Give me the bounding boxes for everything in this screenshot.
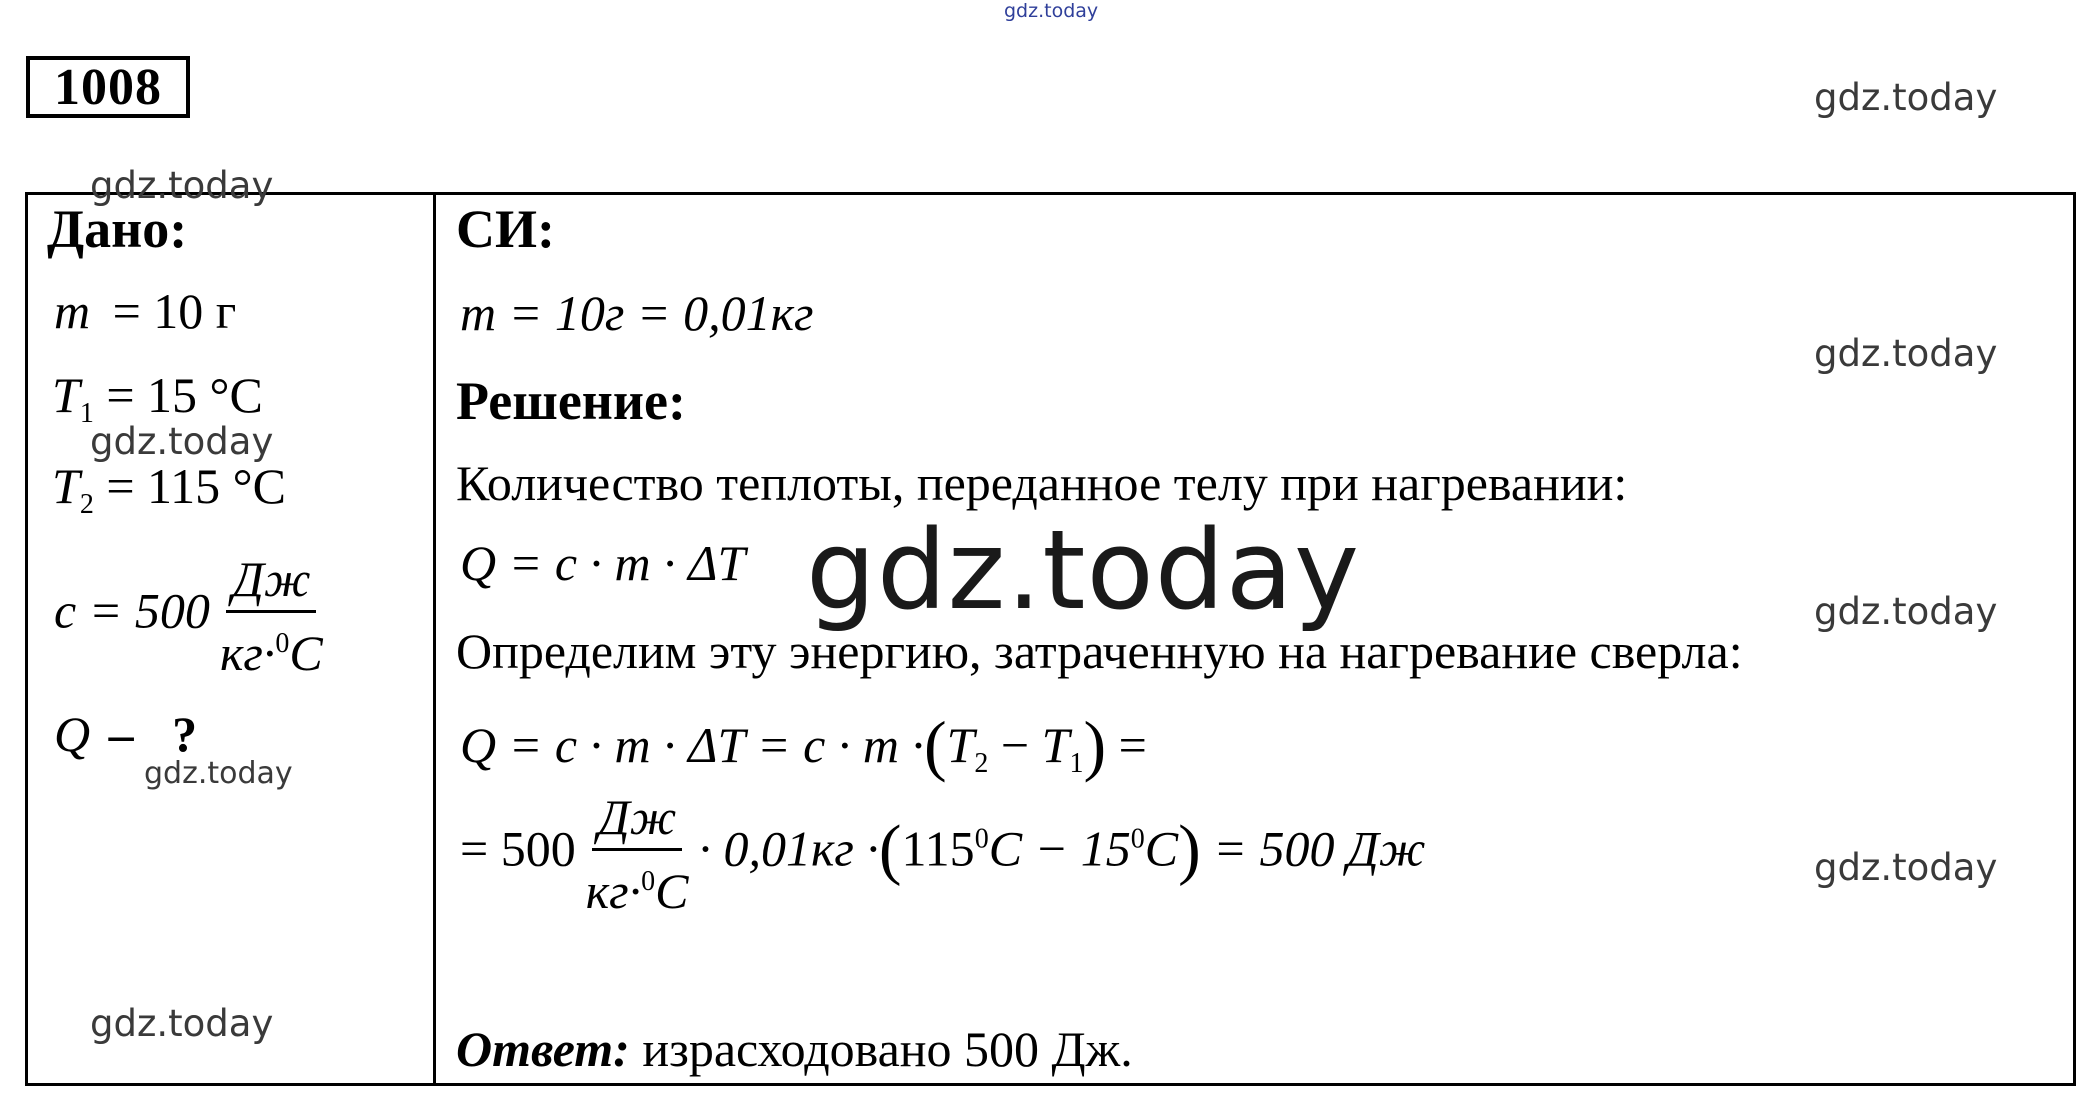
column-divider [433, 192, 436, 1086]
answer-label: Ответ: [456, 1021, 630, 1077]
solution-line-2: Определим эту энергию, затраченную на нагревание сверла: [456, 623, 1743, 679]
answer [456, 1020, 1133, 1078]
formula-heat: Q = c · m · ΔT [460, 535, 746, 591]
unknown-symbol: Q [54, 706, 91, 762]
mass-value: = 10 г [112, 283, 237, 339]
watermark: gdz.today [90, 420, 274, 463]
unknown-dash: – [108, 706, 134, 762]
t1-value: = 15 °C [106, 367, 263, 423]
watermark: gdz.today [1814, 332, 1998, 375]
watermark: gdz.today [90, 1002, 274, 1045]
unknown-question: ? [172, 706, 198, 762]
solution-heading: Решение: [456, 371, 686, 431]
problem-number: 1008 [26, 56, 190, 118]
c-units-denominator: кг·$^0$C [219, 625, 323, 681]
formula-calculation: = 500 $\frac{Дж}{кг\cdot^0C}$ · $0,01кг \cdot(115^0C - 15^0C) = 500$ Дж [460, 786, 1425, 922]
mass-symbol: m [54, 283, 91, 339]
watermark-top: gdz.today [1004, 0, 1099, 22]
answer-text: израсходовано 500 Дж. [629, 1021, 1133, 1077]
given-heading: Дано: [47, 199, 188, 259]
si-conversion: m = 10г = 0,01кг [460, 285, 814, 341]
si-heading: СИ: [456, 199, 555, 259]
given-mass [54, 282, 236, 340]
c-units-fraction [214, 548, 329, 684]
t2-subscript: 2 [79, 489, 94, 520]
given-t2 [52, 457, 286, 521]
c-lhs: c = 500 [54, 582, 210, 639]
watermark: gdz.today [1814, 846, 1998, 889]
t1-symbol: T [52, 367, 80, 423]
c-units-numerator: Дж [226, 548, 316, 613]
watermark: gdz.today [144, 756, 293, 791]
calc-units-fraction: $\frac{Дж}{кг\cdot^0C}$ [580, 786, 695, 922]
watermark: gdz.today [1814, 590, 1998, 633]
given-specific-heat [54, 548, 333, 684]
t2-value: = 115 °C [106, 458, 286, 514]
t1-subscript: 1 [79, 398, 94, 429]
solution-line-1: Количество теплоты, переданное телу при нагревании: [456, 455, 1628, 511]
watermark-large: gdz.today [806, 506, 1361, 634]
watermark: gdz.today [1814, 76, 1998, 119]
given-unknown [54, 705, 197, 763]
t2-symbol: T [52, 458, 80, 514]
formula-expanded: $Q = c \cdot m \cdot \Delta T = c \cdot m \cdot(T_2 - T_1)$ = [460, 707, 1147, 783]
watermark: gdz.today [90, 164, 274, 207]
